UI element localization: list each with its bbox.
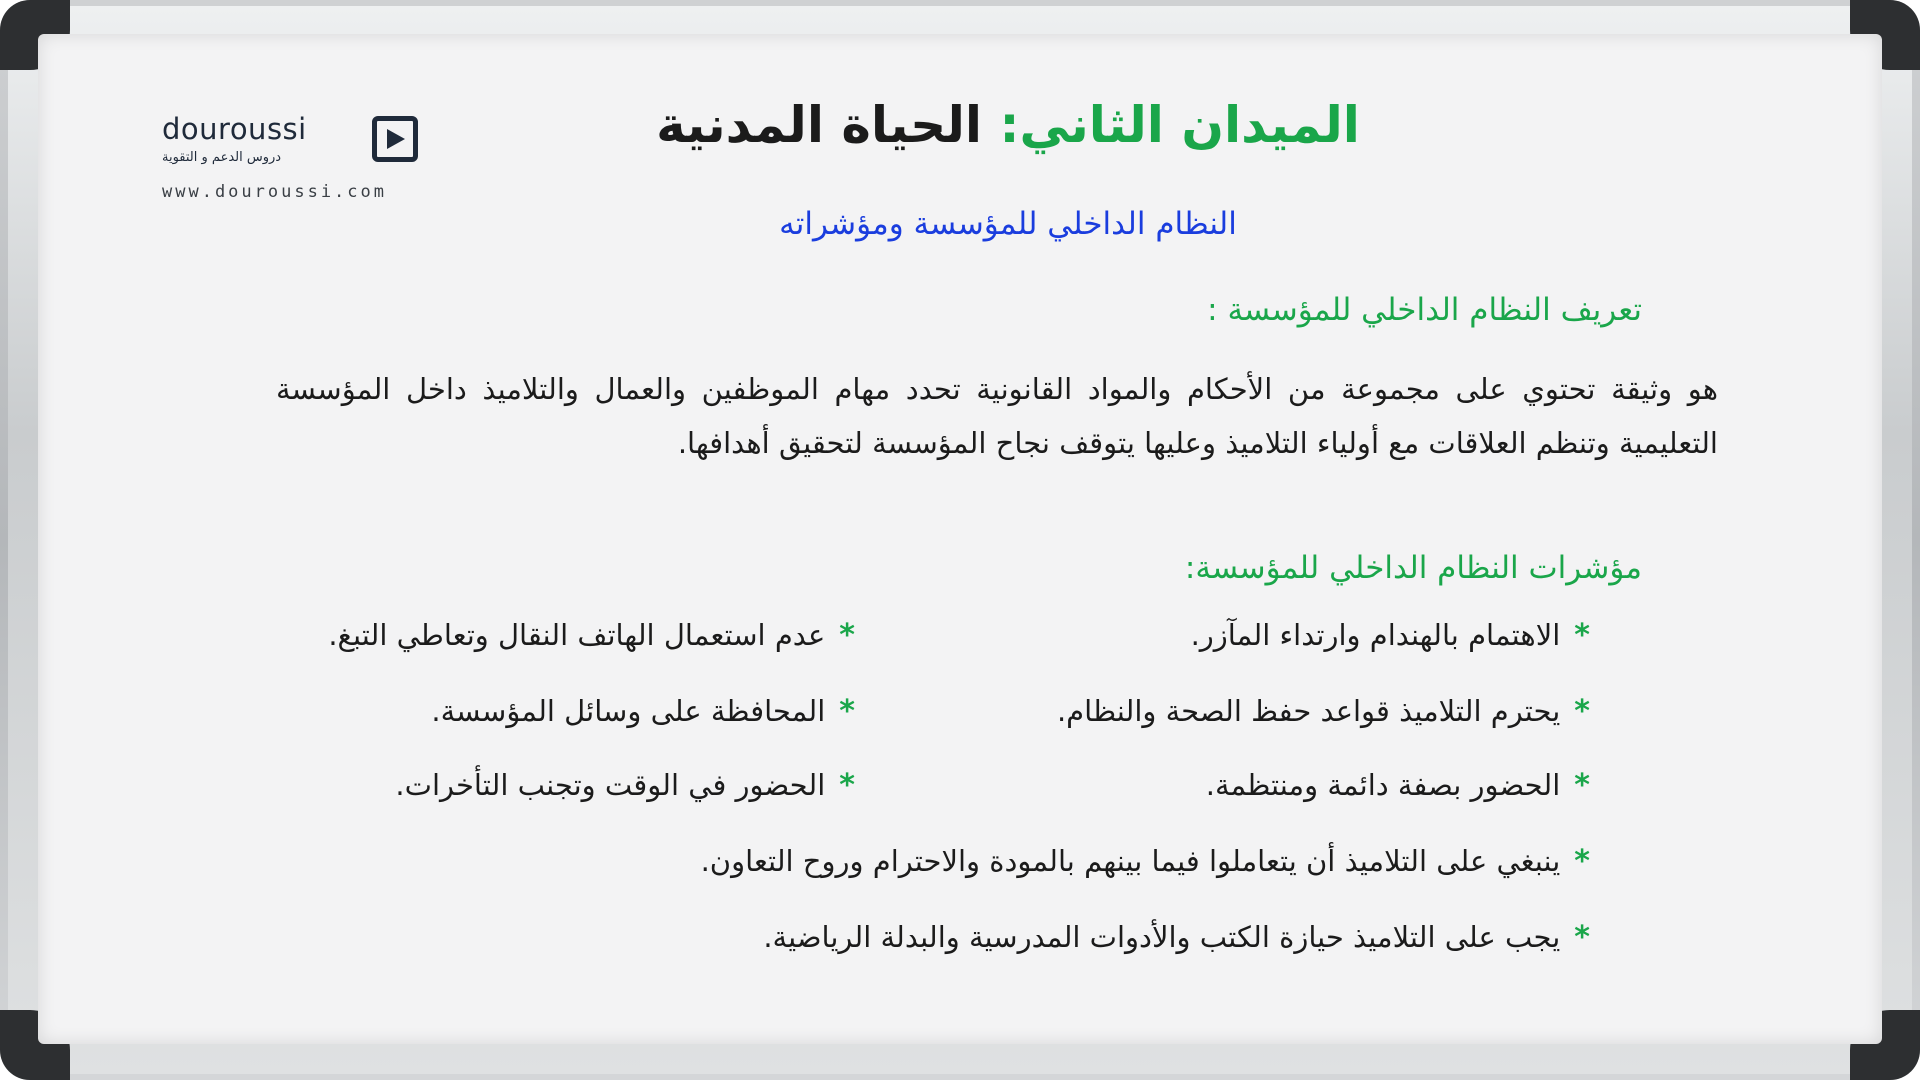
bullet-star-icon: *	[1574, 694, 1590, 729]
indicators-heading: مؤشرات النظام الداخلي للمؤسسة:	[1184, 550, 1642, 586]
list-item	[1057, 694, 1590, 729]
bullet-text: يحترم التلاميذ قواعد حفظ الصحة والنظام.	[1056, 694, 1561, 728]
logo-url: www.douroussi.com	[162, 182, 387, 202]
bullet-text: ينبغي على التلاميذ أن يتعاملوا فيما بينهم بالمودة والاحترام وروح التعاون.	[700, 844, 1561, 878]
page-title	[598, 96, 1418, 154]
title-rest: الحياة المدنية	[656, 96, 983, 154]
bullet-text: الاهتمام بالهندام وارتداء المآزر.	[1190, 618, 1561, 652]
logo-wordmark: douroussi	[162, 112, 307, 146]
page-subtitle: النظام الداخلي للمؤسسة ومؤشراته	[779, 206, 1237, 242]
definition-text: هو وثيقة تحتوي على مجموعة من الأحكام والمواد القانونية تحدد مهام الموظفين والعمال والتلاميذ داخل المؤسسة التعليمية وتنظم العلاقات مع أولياء التلاميذ وعليها يتوقف نجاح المؤسسة لتحقيق أهدافها.	[276, 372, 1718, 460]
bullet-text: الحضور في الوقت وتجنب التأخرات.	[395, 768, 826, 802]
logo-tagline: دروس الدعم و التقوية	[162, 150, 282, 165]
list-item	[395, 768, 855, 803]
whiteboard-surface	[38, 34, 1882, 1044]
list-item	[701, 844, 1590, 879]
list-item	[328, 618, 855, 653]
bullet-text: المحافظة على وسائل المؤسسة.	[431, 694, 826, 728]
list-item	[431, 694, 855, 729]
bullet-star-icon: *	[1574, 768, 1590, 803]
bullet-star-icon: *	[839, 618, 855, 653]
bullet-star-icon: *	[839, 768, 855, 803]
definition-heading: تعريف النظام الداخلي للمؤسسة :	[1207, 292, 1642, 328]
list-item	[1191, 618, 1590, 653]
title-highlight: الميدان الثاني:	[999, 96, 1360, 154]
list-item	[763, 920, 1590, 955]
list-item	[1206, 768, 1590, 803]
bullet-star-icon: *	[1574, 618, 1590, 653]
play-icon	[372, 116, 418, 162]
bullet-star-icon: *	[839, 694, 855, 729]
bullet-text: الحضور بصفة دائمة ومنتظمة.	[1205, 768, 1561, 802]
bullet-star-icon: *	[1574, 920, 1590, 955]
bullet-star-icon: *	[1574, 844, 1590, 879]
bullet-text: يجب على التلاميذ حيازة الكتب والأدوات المدرسية والبدلة الرياضية.	[763, 920, 1561, 954]
douroussi-logo	[126, 80, 387, 202]
bullet-text: عدم استعمال الهاتف النقال وتعاطي التبغ.	[328, 618, 826, 652]
